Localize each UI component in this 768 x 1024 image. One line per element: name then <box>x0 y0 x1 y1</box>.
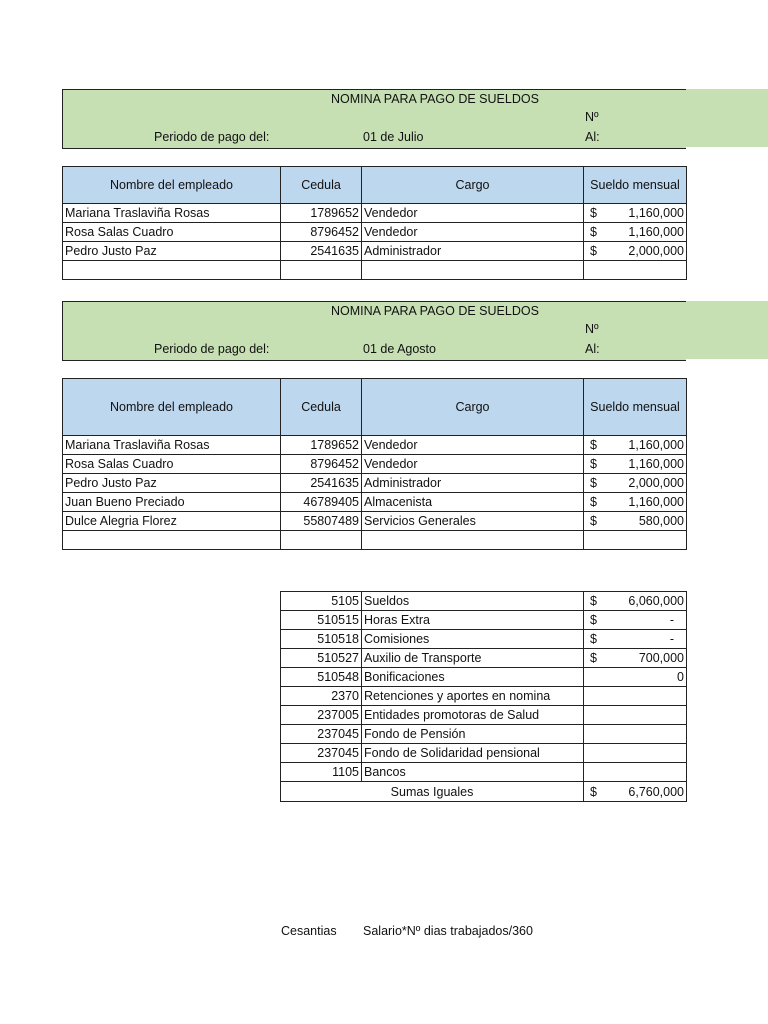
employee-sueldo-cell <box>584 204 687 223</box>
account-name: Sueldos <box>362 592 584 611</box>
payroll-july-period-from: 01 de Julio <box>363 130 424 144</box>
account-amount-cell <box>584 649 687 668</box>
payroll-july-title: NOMINA PARA PAGO DE SUELDOS <box>331 92 539 106</box>
payroll-july-header <box>62 89 686 149</box>
account-code: 510518 <box>281 630 362 649</box>
employee-cargo: Vendedor <box>362 455 584 474</box>
employee-sueldo-cell <box>584 512 687 531</box>
account-code: 1105 <box>281 763 362 782</box>
table-header-row <box>63 167 687 204</box>
employee-cedula: 2541635 <box>281 242 362 261</box>
payroll-august-header-extension <box>686 301 768 359</box>
total-amount-cell <box>584 782 687 802</box>
employee-sueldo: 1,160,000 <box>628 495 684 509</box>
employee-cargo: Administrador <box>362 242 584 261</box>
payroll-july-period-label: Periodo de pago del: <box>154 130 270 144</box>
employee-sueldo-cell <box>584 223 687 242</box>
accounting-total-row <box>281 782 687 802</box>
table-row <box>281 744 687 763</box>
account-amount-cell <box>584 687 687 706</box>
table-row <box>63 493 687 512</box>
account-code: 2370 <box>281 687 362 706</box>
account-amount-cell <box>584 630 687 649</box>
employee-name: Dulce Alegria Florez <box>63 512 281 531</box>
payroll-july-table <box>62 166 687 280</box>
payroll-august-period-to-label: Al: <box>585 342 600 356</box>
employee-name: Rosa Salas Cuadro <box>63 455 281 474</box>
table-row <box>281 687 687 706</box>
employee-name: Mariana Traslaviña Rosas <box>63 204 281 223</box>
column-header-sueldo: Sueldo mensual <box>584 379 687 436</box>
account-amount-cell <box>584 706 687 725</box>
column-header-name: Nombre del empleado <box>63 379 281 436</box>
column-header-cargo: Cargo <box>362 379 584 436</box>
table-row <box>63 436 687 455</box>
payroll-august-title: NOMINA PARA PAGO DE SUELDOS <box>331 304 539 318</box>
account-amount-cell <box>584 668 687 687</box>
empty-cell <box>584 261 687 280</box>
account-code: 510515 <box>281 611 362 630</box>
employee-name: Pedro Justo Paz <box>63 474 281 493</box>
account-amount-cell <box>584 744 687 763</box>
employee-sueldo: 2,000,000 <box>628 244 684 258</box>
account-amount: - <box>669 613 674 627</box>
employee-cargo: Servicios Generales <box>362 512 584 531</box>
employee-sueldo: 1,160,000 <box>628 457 684 471</box>
employee-name: Pedro Justo Paz <box>63 242 281 261</box>
column-header-cedula: Cedula <box>281 167 362 204</box>
table-row <box>281 725 687 744</box>
table-row <box>63 474 687 493</box>
employee-sueldo-cell <box>584 455 687 474</box>
table-header-row <box>63 379 687 436</box>
empty-row <box>63 531 687 550</box>
currency-symbol: $ <box>590 206 597 220</box>
account-code: 237045 <box>281 744 362 763</box>
total-label: Sumas Iguales <box>281 782 584 802</box>
employee-cedula: 1789652 <box>281 204 362 223</box>
account-name: Bancos <box>362 763 584 782</box>
account-code: 237045 <box>281 725 362 744</box>
empty-cell <box>584 531 687 550</box>
table-row <box>281 592 687 611</box>
employee-cedula: 8796452 <box>281 455 362 474</box>
employee-sueldo-cell <box>584 493 687 512</box>
employee-name: Juan Bueno Preciado <box>63 493 281 512</box>
account-amount: 700,000 <box>638 651 684 665</box>
employee-cargo: Vendedor <box>362 204 584 223</box>
currency-symbol: $ <box>590 514 597 528</box>
employee-cedula: 46789405 <box>281 493 362 512</box>
table-row <box>63 455 687 474</box>
employee-sueldo: 2,000,000 <box>628 476 684 490</box>
table-row <box>281 611 687 630</box>
account-amount: 6,060,000 <box>628 594 684 608</box>
employee-cargo: Vendedor <box>362 223 584 242</box>
employee-sueldo-cell <box>584 242 687 261</box>
account-name: Horas Extra <box>362 611 584 630</box>
table-row <box>63 223 687 242</box>
employee-sueldo: 1,160,000 <box>628 438 684 452</box>
employee-sueldo: 1,160,000 <box>628 206 684 220</box>
currency-symbol: $ <box>590 495 597 509</box>
payroll-august-header <box>62 301 686 361</box>
currency-symbol: $ <box>590 651 597 665</box>
account-name: Fondo de Pensión <box>362 725 584 744</box>
empty-cell <box>281 261 362 280</box>
cesantias-formula: Salario*Nº dias trabajados/360 <box>363 924 533 938</box>
account-code: 237005 <box>281 706 362 725</box>
payroll-august-period-label: Periodo de pago del: <box>154 342 270 356</box>
currency-symbol: $ <box>590 438 597 452</box>
total-currency: $ <box>590 784 597 799</box>
employee-cedula: 1789652 <box>281 436 362 455</box>
table-row <box>281 668 687 687</box>
currency-symbol: $ <box>590 632 597 646</box>
account-amount: - <box>669 632 674 646</box>
column-header-cargo: Cargo <box>362 167 584 204</box>
cesantias-label: Cesantias <box>281 924 337 938</box>
table-row <box>281 763 687 782</box>
account-name: Bonificaciones <box>362 668 584 687</box>
employee-sueldo: 580,000 <box>638 514 684 528</box>
account-name: Auxilio de Transporte <box>362 649 584 668</box>
payroll-july-period-to-label: Al: <box>585 130 600 144</box>
employee-cargo: Administrador <box>362 474 584 493</box>
currency-symbol: $ <box>590 457 597 471</box>
empty-cell <box>362 531 584 550</box>
account-name: Entidades promotoras de Salud <box>362 706 584 725</box>
account-amount: 0 <box>677 670 684 684</box>
empty-cell <box>362 261 584 280</box>
total-amount: 6,760,000 <box>628 784 684 799</box>
employee-cedula: 2541635 <box>281 474 362 493</box>
accounting-table <box>280 591 687 802</box>
employee-cargo: Almacenista <box>362 493 584 512</box>
table-row <box>281 630 687 649</box>
payroll-july-header-extension <box>686 89 768 147</box>
empty-cell <box>281 531 362 550</box>
table-row <box>281 649 687 668</box>
payroll-july-number-label: Nº <box>585 110 599 124</box>
employee-cedula: 55807489 <box>281 512 362 531</box>
table-row <box>63 204 687 223</box>
payroll-august-table <box>62 378 687 550</box>
account-name: Retenciones y aportes en nomina <box>362 687 584 706</box>
account-name: Fondo de Solidaridad pensional <box>362 744 584 763</box>
employee-sueldo-cell <box>584 474 687 493</box>
employee-sueldo: 1,160,000 <box>628 225 684 239</box>
table-row <box>281 706 687 725</box>
currency-symbol: $ <box>590 594 597 608</box>
empty-cell <box>63 531 281 550</box>
account-amount-cell <box>584 611 687 630</box>
account-amount-cell <box>584 725 687 744</box>
currency-symbol: $ <box>590 244 597 258</box>
payroll-august-number-label: Nº <box>585 322 599 336</box>
account-amount-cell <box>584 592 687 611</box>
employee-name: Mariana Traslaviña Rosas <box>63 436 281 455</box>
column-header-sueldo: Sueldo mensual <box>584 167 687 204</box>
employee-cargo: Vendedor <box>362 436 584 455</box>
employee-sueldo-cell <box>584 436 687 455</box>
account-code: 510548 <box>281 668 362 687</box>
column-header-cedula: Cedula <box>281 379 362 436</box>
account-amount-cell <box>584 763 687 782</box>
empty-row <box>63 261 687 280</box>
table-row <box>63 242 687 261</box>
account-code: 510527 <box>281 649 362 668</box>
employee-cedula: 8796452 <box>281 223 362 242</box>
table-row <box>63 512 687 531</box>
currency-symbol: $ <box>590 476 597 490</box>
empty-cell <box>63 261 281 280</box>
account-code: 5105 <box>281 592 362 611</box>
column-header-name: Nombre del empleado <box>63 167 281 204</box>
payroll-august-period-from: 01 de Agosto <box>363 342 436 356</box>
currency-symbol: $ <box>590 225 597 239</box>
account-name: Comisiones <box>362 630 584 649</box>
employee-name: Rosa Salas Cuadro <box>63 223 281 242</box>
currency-symbol: $ <box>590 613 597 627</box>
